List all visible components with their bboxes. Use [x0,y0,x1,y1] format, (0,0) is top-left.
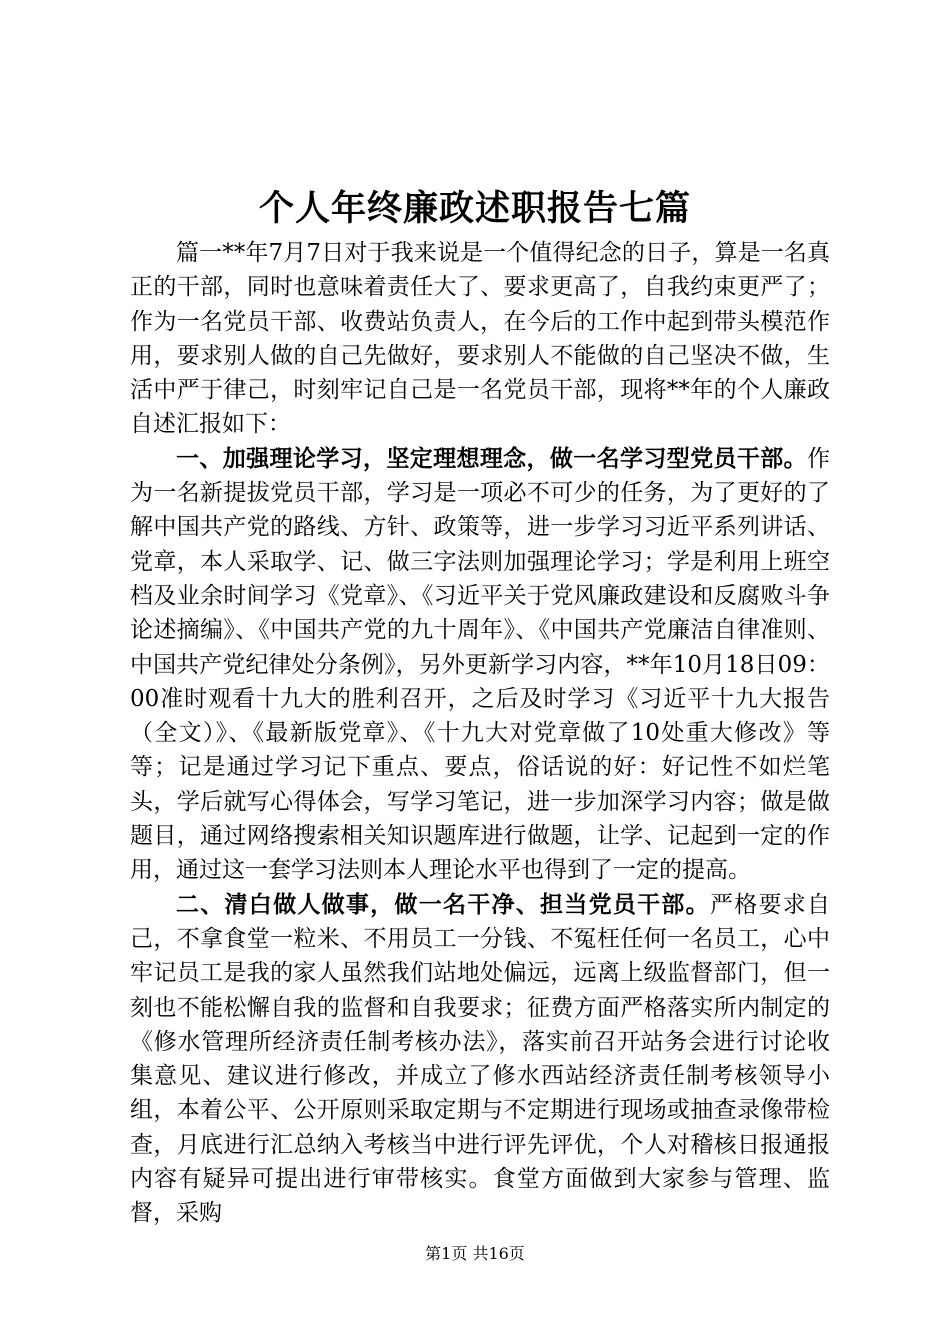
paragraph-intro-text: 篇一**年7月7日对于我来说是一个值得纪念的日子，算是一名真正的干部，同时也意味着责任大了、要求更高了，自我约束更严了；作为一名党员干部、收费站负责人，在今后的工作中起到带头模范作用，要求别人做的自己先做好，要求别人不能做的自己坚决不做，生活中严于律己，时刻牢记自己是一名党员干部，现将**年的个人廉政自述汇报如下： [130,240,830,438]
section-2-text: 严格要求自己，不拿食堂一粒米、不用员工一分钱、不冤枉任何一名员工，心中牢记员工是我的家人虽然我们站地处偏远，远离上级监督部门，但一刻也不能松懈自我的监督和自我要求；征费方面严格落实所内制定的《修水管理所经济责任制考核办法》，落实前召开站务会进行讨论收集意见、建议进行修改，并成立了修水西站经济责任制考核领导小组，本着公平、公开原则采取定期与不定期进行现场或抽查录像带检查，月底进行汇总纳入考核当中进行评先评优，个人对稽核日报通报内容有疑异可提出进行审带核实。食堂方面做到大家参与管理、监督，采购 [130,891,831,1227]
document-title: 个人年终廉政述职报告七篇 [258,188,691,229]
paragraph-intro [130,236,830,442]
document-body [130,236,830,1231]
paragraph-section-2 [130,888,830,1231]
section-2-heading: 二、清白做人做事，做一名干净、担当党员干部。 [176,890,710,918]
section-1-text: 作为一名新提拔党员干部，学习是一项必不可少的任务，为了更好的了解中国共产党的路线、方针、政策等，进一步学习习近平系列讲话、党章，本人采取学、记、做三字法则加强理论学习；学是利用上班空档及业余时间学习《党章》、《习近平关于党风廉政建设和反腐败斗争论述摘编》、《中国共产党的九十周年》、《中国共产党廉洁自律准则、中国共产党纪律处分条例》，另外更新学习内容，**年10月18日09：00准时观看十九大的胜利召开，之后及时学习《习近平十九大报告（全文）》、《最新版党章》、《十九大对党章做了10处重大修改》等等；记是通过学习记下重点、要点，俗话说的好：好记性不如烂笔头，学后就写心得体会，写学习笔记，进一步加深学习内容；做是做题目，通过网络搜索相关知识题库进行做题，让学、记起到一定的作用，通过这一套学习法则本人理论水平也得到了一定的提高。 [130,445,830,884]
paragraph-section-1 [130,442,830,888]
page-number-footer: 第1页 共16页 [425,1244,525,1263]
section-1-heading: 一、加强理论学习，坚定理想理念，做一名学习型党员干部。 [176,444,807,472]
